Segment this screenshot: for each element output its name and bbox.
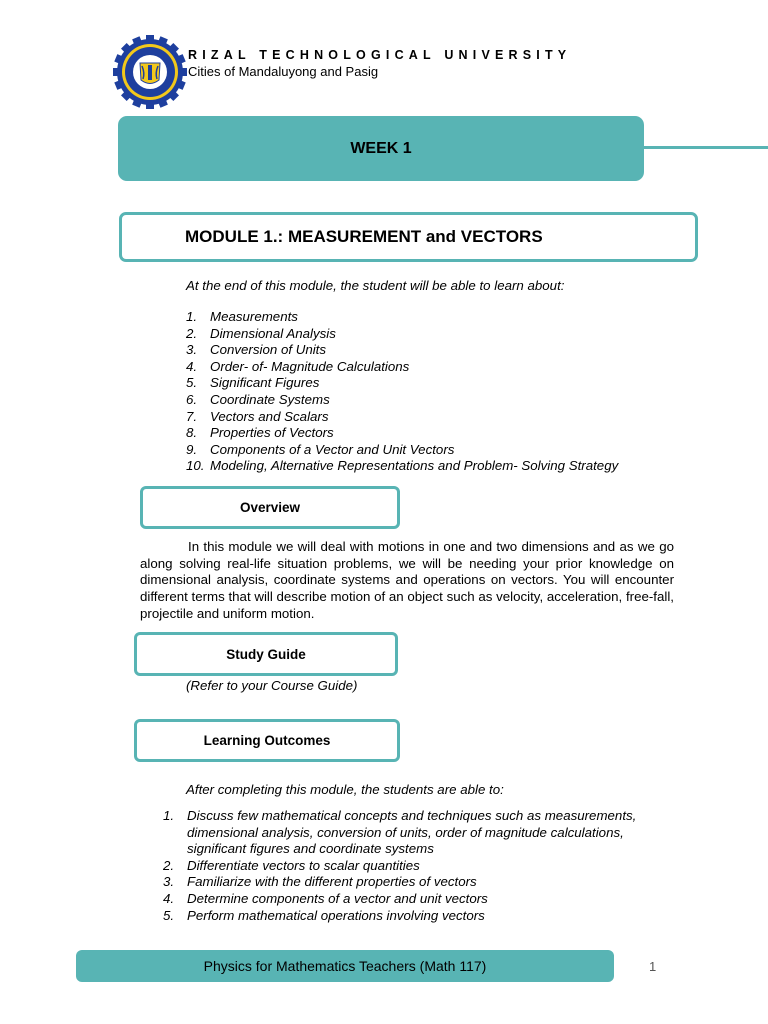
outcome-item xyxy=(163,858,673,875)
outcome-item xyxy=(163,808,673,858)
topic-item-text: Dimensional Analysis xyxy=(210,325,336,341)
topic-item xyxy=(186,392,618,409)
topic-item-number: 3. xyxy=(186,342,198,358)
module-intro: At the end of this module, the student will be able to learn about: xyxy=(186,278,565,293)
university-location: Cities of Mandaluyong and Pasig xyxy=(188,64,379,79)
outcome-item-number: 1. xyxy=(163,808,175,823)
topic-item-number: 10. xyxy=(186,458,205,474)
outcome-item xyxy=(163,891,673,908)
topic-item-text: Properties of Vectors xyxy=(210,425,334,441)
topic-item xyxy=(186,359,618,376)
topic-item-number: 1. xyxy=(186,309,198,324)
overview-heading-box xyxy=(140,486,400,529)
study-guide-heading-box xyxy=(134,632,398,676)
topic-item-number: 8. xyxy=(186,425,198,441)
topic-item-number: 6. xyxy=(186,391,198,407)
module-title-box xyxy=(119,212,698,262)
outcome-item-number: 5. xyxy=(163,907,175,923)
topic-item-number: 7. xyxy=(186,408,198,424)
topic-list xyxy=(186,309,618,475)
topic-item xyxy=(186,342,618,359)
topic-item-number: 9. xyxy=(186,441,198,457)
week-label: WEEK 1 xyxy=(350,139,412,157)
topic-item-number: 5. xyxy=(186,375,198,391)
university-seal-icon xyxy=(113,35,187,109)
learning-outcomes-intro: After completing this module, the students are able to: xyxy=(186,782,504,797)
topic-item-number: 4. xyxy=(186,358,198,374)
week-banner xyxy=(118,116,644,181)
week-banner-line xyxy=(644,146,768,149)
topic-item-text: Vectors and Scalars xyxy=(210,408,329,424)
topic-item xyxy=(186,309,618,326)
topic-item-number: 2. xyxy=(186,325,198,341)
topic-item xyxy=(186,409,618,426)
outcome-item-number: 4. xyxy=(163,890,175,906)
topic-item xyxy=(186,375,618,392)
outcome-item-number: 2. xyxy=(163,857,175,873)
topic-item xyxy=(186,326,618,343)
topic-item-text: Components of a Vector and Unit Vectors xyxy=(210,441,455,457)
overview-paragraph xyxy=(140,539,674,623)
study-guide-note: (Refer to your Course Guide) xyxy=(186,678,358,693)
page-number: 1 xyxy=(649,959,657,974)
outcome-item-text: Determine components of a vector and unit vectors xyxy=(187,890,488,906)
topic-item xyxy=(186,442,618,459)
study-guide-heading: Study Guide xyxy=(226,646,306,662)
outcome-item-text: Differentiate vectors to scalar quantities xyxy=(187,857,420,873)
outcome-item-number: 3. xyxy=(163,874,175,890)
outcome-item-text: Discuss few mathematical concepts and techniques such as measurements, dimensional analysis, conversion of units, order of magnitude calculations, significant figures and coordinate systems xyxy=(187,808,637,857)
footer-course: Physics for Mathematics Teachers (Math 117) xyxy=(203,958,487,974)
topic-item-text: Order- of- Magnitude Calculations xyxy=(210,358,410,374)
topic-item-text: Conversion of Units xyxy=(210,342,327,358)
footer-bar xyxy=(76,950,614,982)
university-name: RIZAL TECHNOLOGICAL UNIVERSITY xyxy=(188,48,572,62)
module-title: MODULE 1.: MEASUREMENT and VECTORS xyxy=(185,227,543,246)
overview-heading: Overview xyxy=(239,500,301,515)
outcome-item-text: Familiarize with the different properties of vectors xyxy=(187,874,477,890)
outcome-item xyxy=(163,908,673,925)
outcome-list xyxy=(163,808,673,924)
topic-item xyxy=(186,458,618,475)
learning-outcomes-heading: Learning Outcomes xyxy=(203,733,331,748)
outcome-item xyxy=(163,874,673,891)
topic-item xyxy=(186,425,618,442)
learning-outcomes-heading-box xyxy=(134,719,400,762)
topic-item-text: Measurements xyxy=(210,309,298,324)
outcome-item-text: Perform mathematical operations involving vectors xyxy=(187,907,485,923)
topic-item-text: Coordinate Systems xyxy=(210,391,330,407)
topic-item-text: Significant Figures xyxy=(210,375,320,391)
overview-text: In this module we will deal with motions in one and two dimensions and as we go along solving real-life situation problems, we will be needing your prior knowledge on dimensional analysis, coordinate systems and operations on vectors. You will encounter different terms that will describe motion of an object such as velocity, acceleration, free-fall, projectile and uniform motion. xyxy=(140,539,674,621)
topic-item-text: Modeling, Alternative Representations and Problem- Solving Strategy xyxy=(210,458,619,474)
